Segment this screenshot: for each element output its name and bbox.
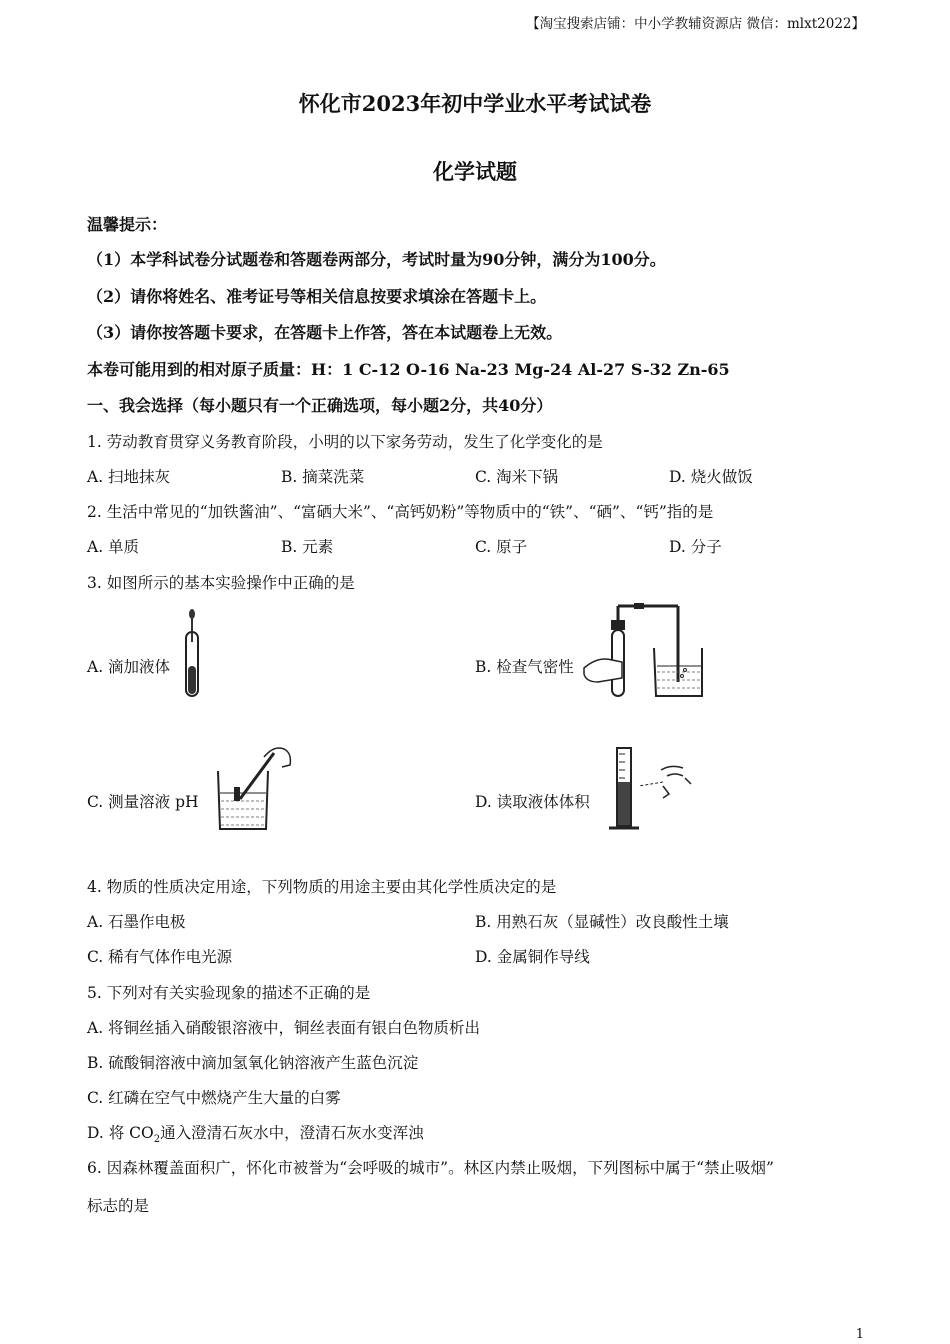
option-a: A. 滴加液体 [87, 658, 171, 676]
option-a: A. 将铜丝插入硝酸银溶液中，铜丝表面有银白色物质析出 [87, 1019, 481, 1037]
option-a: A. 石墨作电极 [87, 913, 186, 931]
exam-title: 怀化市2023年初中学业水平考试试卷 [298, 91, 652, 116]
question-stem-continued: 标志的是 [87, 1197, 150, 1215]
page-number: 1 [855, 1327, 864, 1342]
option-c: C. 原子 [475, 538, 528, 556]
airtightness-check-figure [578, 600, 706, 700]
option-d-prefix: D. 将 CO [87, 1124, 154, 1142]
option-a: A. 单质 [87, 538, 140, 556]
tip-item: （2）请你将姓名、准考证号等相关信息按要求填涂在答题卡上。 [87, 287, 547, 306]
question-stem: 4. 物质的性质决定用途，下列物质的用途主要由其化学性质决定的是 [87, 878, 557, 896]
atomic-masses: 本卷可能用到的相对原子质量：H：1 C-12 O-16 Na-23 Mg-24 Al-27 S-32 Zn-65 [87, 360, 730, 379]
option-a: A. 扫地抹灰 [87, 468, 171, 486]
option-b: B. 摘菜洗菜 [281, 468, 365, 486]
tip-item: （1）本学科试卷分试题卷和答题卷两部分，考试时量为90分钟，满分为100分。 [87, 250, 666, 269]
ph-measurement-figure [210, 743, 298, 833]
option-b: B. 用熟石灰（显碱性）改良酸性土壤 [475, 913, 729, 931]
option-d: D. 分子 [669, 538, 722, 556]
question-stem: 6. 因森林覆盖面积广，怀化市被誉为“会呼吸的城市”。林区内禁止吸烟，下列图标中属于“禁止吸烟” [87, 1159, 774, 1177]
option-c: C. 稀有气体作电光源 [87, 948, 233, 966]
co2-subscript: 2 [153, 1134, 161, 1146]
question-stem: 3. 如图所示的基本实验操作中正确的是 [87, 574, 355, 592]
option-d [87, 1121, 424, 1145]
option-c: C. 淘米下锅 [475, 468, 559, 486]
option-d-suffix: 通入澄清石灰水中，澄清石灰水变浑浊 [160, 1124, 424, 1142]
section-heading: 一、我会选择（每小题只有一个正确选项，每小题2分，共40分） [87, 396, 553, 415]
exam-subtitle: 化学试题 [433, 159, 517, 184]
tip-item: （3）请你按答题卡要求，在答题卡上作答，答在本试题卷上无效。 [87, 323, 563, 342]
tips-heading: 温馨提示： [87, 215, 168, 234]
question-stem: 1. 劳动教育贯穿义务教育阶段，小明的以下家务劳动，发生了化学变化的是 [87, 433, 603, 451]
dropper-test-tube-figure [178, 608, 206, 700]
cylinder-reading-figure [605, 742, 700, 834]
option-c: C. 测量溶液 pH [87, 793, 199, 811]
option-d: D. 烧火做饭 [669, 468, 753, 486]
page-header: 【淘宝搜索店铺：中小学教辅资源店 微信：mlxt2022】 [526, 16, 865, 32]
question-stem: 2. 生活中常见的“加铁酱油”、“富硒大米”、“高钙奶粉”等物质中的“铁”、“硒”、“钙”指的是 [87, 503, 714, 521]
question-stem: 5. 下列对有关实验现象的描述不正确的是 [87, 984, 371, 1002]
option-b: B. 硫酸铜溶液中滴加氢氧化钠溶液产生蓝色沉淀 [87, 1054, 419, 1072]
option-d: D. 金属铜作导线 [475, 948, 590, 966]
option-b: B. 检查气密性 [475, 658, 574, 676]
option-c: C. 红磷在空气中燃烧产生大量的白雾 [87, 1089, 341, 1107]
option-b: B. 元素 [281, 538, 334, 556]
option-d: D. 读取液体体积 [475, 793, 590, 811]
